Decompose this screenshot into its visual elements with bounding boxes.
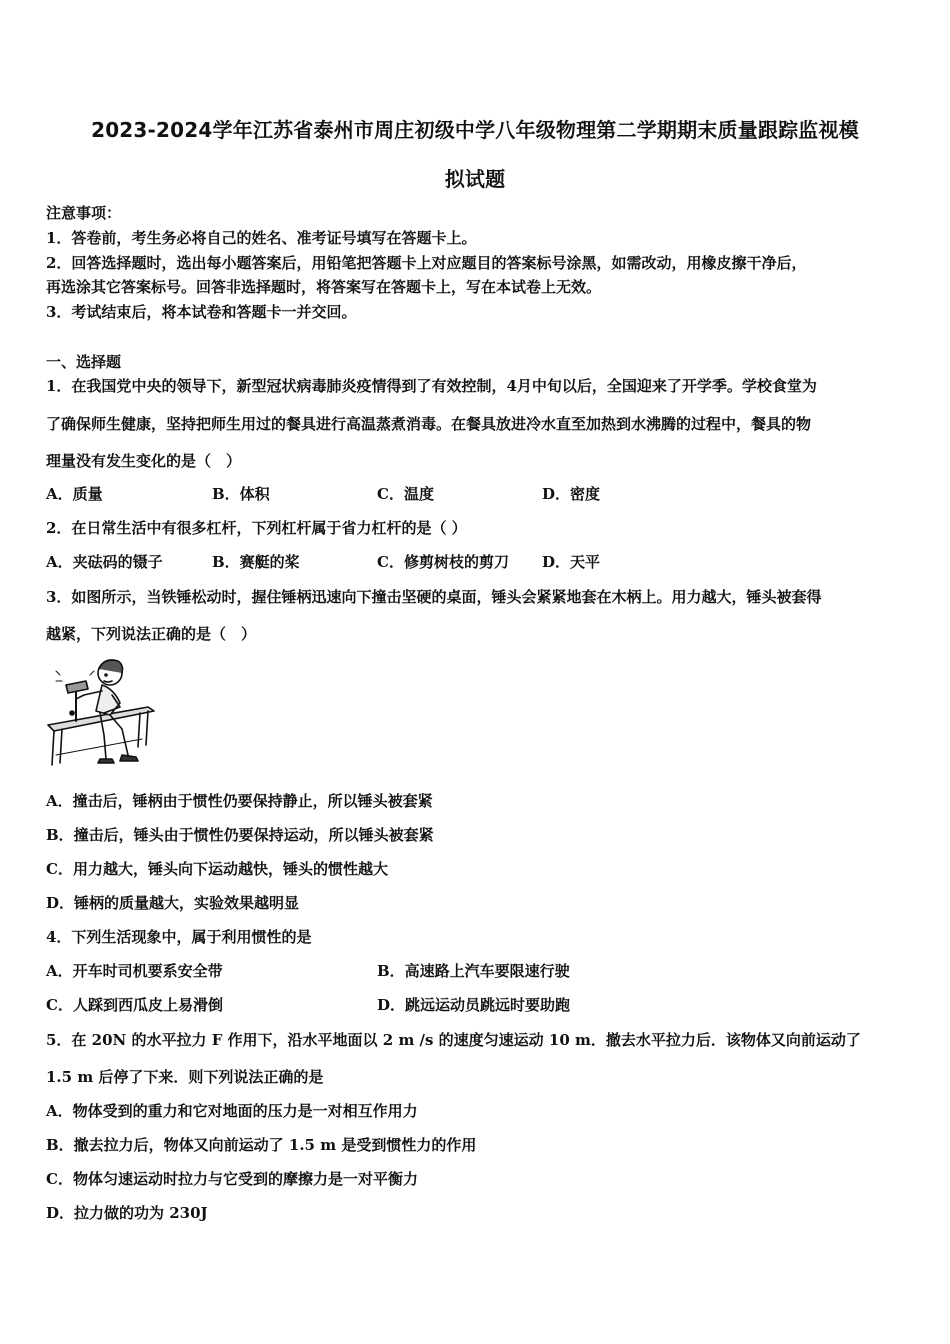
notice-item-2-cont: 再选涂其它答案标号。回答非选择题时，将答案写在答题卡上，写在本试卷上无效。 xyxy=(46,278,602,296)
exam-title-line-2: 拟试题 xyxy=(444,167,506,191)
q5-stem-line-2: 1.5 m 后停了下来．则下列说法正确的是 xyxy=(46,1068,324,1086)
q4-stem: 4．下列生活现象中，属于利用惯性的是 xyxy=(46,928,312,946)
hammer-bench-figure xyxy=(44,655,158,771)
q3-stem-line-2: 越紧，下列说法正确的是（ ） xyxy=(46,625,257,643)
section-heading: 一、选择题 xyxy=(46,353,122,371)
q5-option-b: B．撤去拉力后，物体又向前运动了 1.5 m 是受到惯性力的作用 xyxy=(46,1136,477,1154)
q5-stem-line-1: 5．在 20N 的水平拉力 F 作用下，沿水平地面以 2 m /s 的速度匀速运动 10 m．撤去水平拉力后．该物体又向前运动了 xyxy=(46,1031,861,1049)
q1-option-b: B．体积 xyxy=(212,485,270,503)
q1-option-a: A．质量 xyxy=(46,485,103,503)
q5-option-c: C．物体匀速运动时拉力与它受到的摩擦力是一对平衡力 xyxy=(46,1170,418,1188)
q1-stem-line-2: 了确保师生健康，坚持把师生用过的餐具进行高温蒸煮消毒。在餐具放进冷水直至加热到水沸腾的过程中，餐具的物 xyxy=(46,415,812,433)
q2-option-c: C．修剪树枝的剪刀 xyxy=(377,553,509,571)
notice-item-1: 1．答卷前，考生务必将自己的姓名、准考证号填写在答题卡上。 xyxy=(46,229,477,247)
q2-option-b: B．赛艇的桨 xyxy=(212,553,300,571)
q1-option-c: C．温度 xyxy=(377,485,434,503)
exam-title-line-1: 2023-2024学年江苏省泰州市周庄初级中学八年级物理第二学期期末质量跟踪监视模 xyxy=(91,118,859,142)
q3-option-b: B．撞击后，锤头由于惯性仍要保持运动，所以锤头被套紧 xyxy=(46,826,434,844)
q2-stem: 2．在日常生活中有很多杠杆，下列杠杆属于省力杠杆的是（ ） xyxy=(46,519,467,537)
q4-option-c: C．人踩到西瓜皮上易滑倒 xyxy=(46,996,223,1014)
q3-option-c: C．用力越大，锤头向下运动越快，锤头的惯性越大 xyxy=(46,860,388,878)
q1-stem-line-1: 1．在我国党中央的领导下，新型冠状病毒肺炎疫情得到了有效控制，4月中旬以后，全国迎来了开学季。学校食堂为 xyxy=(46,377,817,395)
q5-option-a: A．物体受到的重力和它对地面的压力是一对相互作用力 xyxy=(46,1102,418,1120)
notice-heading: 注意事项： xyxy=(46,204,122,222)
q4-option-d: D．跳远运动员跳远时要助跑 xyxy=(377,996,571,1014)
q5-option-d: D．拉力做的功为 230J xyxy=(46,1204,208,1222)
q2-option-d: D．天平 xyxy=(542,553,601,571)
notice-item-2: 2．回答选择题时，选出每小题答案后，用铅笔把答题卡上对应题目的答案标号涂黑，如需改动，用橡皮擦干净后， xyxy=(46,254,807,272)
q2-option-a: A．夹砝码的镊子 xyxy=(46,553,163,571)
q3-option-a: A．撞击后，锤柄由于惯性仍要保持静止，所以锤头被套紧 xyxy=(46,792,433,810)
q3-option-d: D．锤柄的质量越大，实验效果越明显 xyxy=(46,894,300,912)
q1-stem-line-3: 理量没有发生变化的是（ ） xyxy=(46,452,242,470)
q3-stem-line-1: 3．如图所示，当铁锤松动时，握住锤柄迅速向下撞击坚硬的桌面，锤头会紧紧地套在木柄上。用力越大，锤头被套得 xyxy=(46,588,822,606)
notice-item-3: 3．考试结束后，将本试卷和答题卡一并交回。 xyxy=(46,303,357,321)
q4-option-a: A．开车时司机要系安全带 xyxy=(46,962,223,980)
q1-option-d: D．密度 xyxy=(542,485,601,503)
q4-option-b: B．高速路上汽车要限速行驶 xyxy=(377,962,570,980)
